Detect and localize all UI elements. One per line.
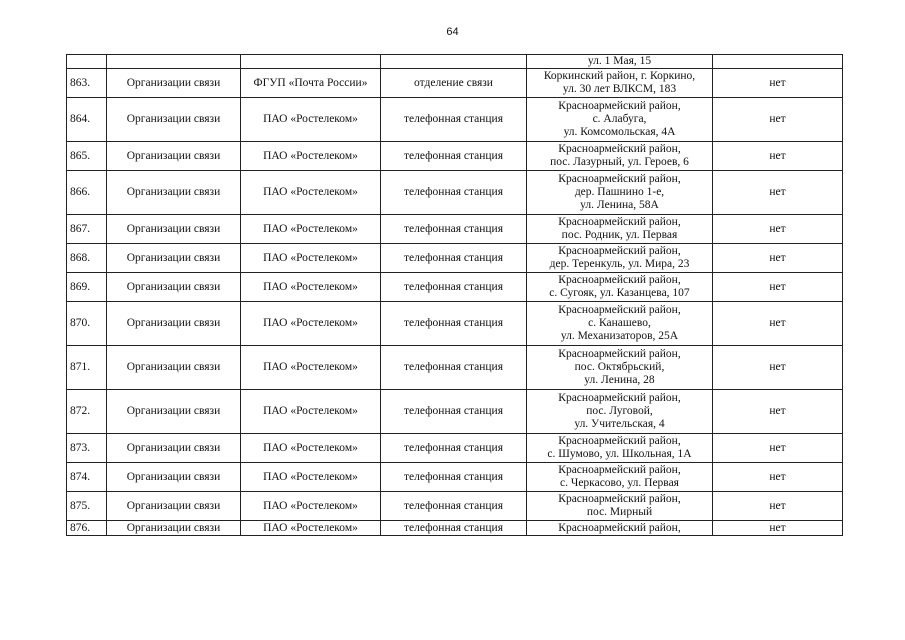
- table-row: [67, 55, 843, 69]
- row-number: 870.: [67, 302, 107, 346]
- organization-cell: ПАО «Ростелеком»: [241, 142, 381, 171]
- facility-type-cell: телефонная станция: [381, 346, 527, 390]
- address-cell: Красноармейский район, пос. Октябрьский, ул. Ленина, 28: [527, 346, 713, 390]
- row-number: [67, 55, 107, 69]
- status-cell: нет: [713, 492, 843, 521]
- address-cell: Красноармейский район, пос. Мирный: [527, 492, 713, 521]
- category-cell: Организации связи: [107, 69, 241, 98]
- status-cell: [713, 55, 843, 69]
- address-cell: Красноармейский район, пос. Луговой, ул. Учительская, 4: [527, 390, 713, 434]
- table-row: [67, 434, 843, 463]
- facility-type-cell: телефонная станция: [381, 463, 527, 492]
- row-number: 867.: [67, 215, 107, 244]
- organization-cell: [241, 55, 381, 69]
- status-cell: нет: [713, 215, 843, 244]
- facility-type-cell: телефонная станция: [381, 98, 527, 142]
- address-cell: ул. 1 Мая, 15: [527, 55, 713, 69]
- address-cell: Красноармейский район, пос. Родник, ул. Первая: [527, 215, 713, 244]
- address-cell: Красноармейский район, с. Черкасово, ул. Первая: [527, 463, 713, 492]
- table-row: [67, 98, 843, 142]
- table-row: [67, 302, 843, 346]
- table-row: [67, 346, 843, 390]
- table-row: [67, 244, 843, 273]
- facility-type-cell: телефонная станция: [381, 244, 527, 273]
- status-cell: нет: [713, 98, 843, 142]
- status-cell: нет: [713, 302, 843, 346]
- organization-cell: ПАО «Ростелеком»: [241, 346, 381, 390]
- category-cell: Организации связи: [107, 98, 241, 142]
- facility-type-cell: телефонная станция: [381, 171, 527, 215]
- status-cell: нет: [713, 434, 843, 463]
- status-cell: нет: [713, 521, 843, 536]
- address-cell: Красноармейский район, с. Алабуга, ул. Комсомольская, 4А: [527, 98, 713, 142]
- category-cell: Организации связи: [107, 273, 241, 302]
- status-cell: нет: [713, 244, 843, 273]
- category-cell: Организации связи: [107, 463, 241, 492]
- address-cell: Красноармейский район, с. Сугояк, ул. Казанцева, 107: [527, 273, 713, 302]
- row-number: 876.: [67, 521, 107, 536]
- status-cell: нет: [713, 346, 843, 390]
- row-number: 863.: [67, 69, 107, 98]
- status-cell: нет: [713, 463, 843, 492]
- status-cell: нет: [713, 142, 843, 171]
- facility-type-cell: телефонная станция: [381, 390, 527, 434]
- row-number: 866.: [67, 171, 107, 215]
- table-row: [67, 463, 843, 492]
- registry-table: [66, 54, 843, 536]
- facility-type-cell: телефонная станция: [381, 142, 527, 171]
- category-cell: Организации связи: [107, 302, 241, 346]
- organization-cell: ПАО «Ростелеком»: [241, 463, 381, 492]
- organization-cell: ПАО «Ростелеком»: [241, 302, 381, 346]
- address-cell: Красноармейский район, пос. Лазурный, ул. Героев, 6: [527, 142, 713, 171]
- row-number: 865.: [67, 142, 107, 171]
- category-cell: Организации связи: [107, 244, 241, 273]
- organization-cell: ПАО «Ростелеком»: [241, 98, 381, 142]
- status-cell: нет: [713, 171, 843, 215]
- status-cell: нет: [713, 390, 843, 434]
- facility-type-cell: телефонная станция: [381, 273, 527, 302]
- category-cell: Организации связи: [107, 492, 241, 521]
- table-row: [67, 492, 843, 521]
- row-number: 872.: [67, 390, 107, 434]
- table-row: [67, 273, 843, 302]
- organization-cell: ПАО «Ростелеком»: [241, 273, 381, 302]
- table-row: [67, 142, 843, 171]
- category-cell: Организации связи: [107, 215, 241, 244]
- organization-cell: ПАО «Ростелеком»: [241, 215, 381, 244]
- facility-type-cell: телефонная станция: [381, 215, 527, 244]
- organization-cell: ПАО «Ростелеком»: [241, 434, 381, 463]
- table-row: [67, 69, 843, 98]
- table-row: [67, 521, 843, 536]
- organization-cell: ПАО «Ростелеком»: [241, 492, 381, 521]
- category-cell: Организации связи: [107, 142, 241, 171]
- facility-type-cell: телефонная станция: [381, 492, 527, 521]
- category-cell: Организации связи: [107, 171, 241, 215]
- address-cell: Красноармейский район, дер. Пашнино 1-е, ул. Ленина, 58А: [527, 171, 713, 215]
- organization-cell: ПАО «Ростелеком»: [241, 390, 381, 434]
- category-cell: Организации связи: [107, 521, 241, 536]
- organization-cell: ПАО «Ростелеком»: [241, 521, 381, 536]
- organization-cell: ПАО «Ростелеком»: [241, 244, 381, 273]
- facility-type-cell: отделение связи: [381, 69, 527, 98]
- facility-type-cell: телефонная станция: [381, 434, 527, 463]
- facility-type-cell: [381, 55, 527, 69]
- row-number: 869.: [67, 273, 107, 302]
- address-cell: Красноармейский район, с. Шумово, ул. Школьная, 1А: [527, 434, 713, 463]
- table-row: [67, 171, 843, 215]
- facility-type-cell: телефонная станция: [381, 302, 527, 346]
- table-row: [67, 215, 843, 244]
- address-cell: Красноармейский район,: [527, 521, 713, 536]
- organization-cell: ФГУП «Почта России»: [241, 69, 381, 98]
- row-number: 874.: [67, 463, 107, 492]
- row-number: 871.: [67, 346, 107, 390]
- status-cell: нет: [713, 69, 843, 98]
- organization-cell: ПАО «Ростелеком»: [241, 171, 381, 215]
- row-number: 864.: [67, 98, 107, 142]
- address-cell: Красноармейский район, с. Канашево, ул. Механизаторов, 25А: [527, 302, 713, 346]
- facility-type-cell: телефонная станция: [381, 521, 527, 536]
- category-cell: [107, 55, 241, 69]
- address-cell: Коркинский район, г. Коркино, ул. 30 лет ВЛКСМ, 183: [527, 69, 713, 98]
- category-cell: Организации связи: [107, 346, 241, 390]
- category-cell: Организации связи: [107, 434, 241, 463]
- category-cell: Организации связи: [107, 390, 241, 434]
- row-number: 868.: [67, 244, 107, 273]
- row-number: 875.: [67, 492, 107, 521]
- row-number: 873.: [67, 434, 107, 463]
- status-cell: нет: [713, 273, 843, 302]
- table-row: [67, 390, 843, 434]
- address-cell: Красноармейский район, дер. Теренкуль, ул. Мира, 23: [527, 244, 713, 273]
- page-number: 64: [446, 26, 459, 38]
